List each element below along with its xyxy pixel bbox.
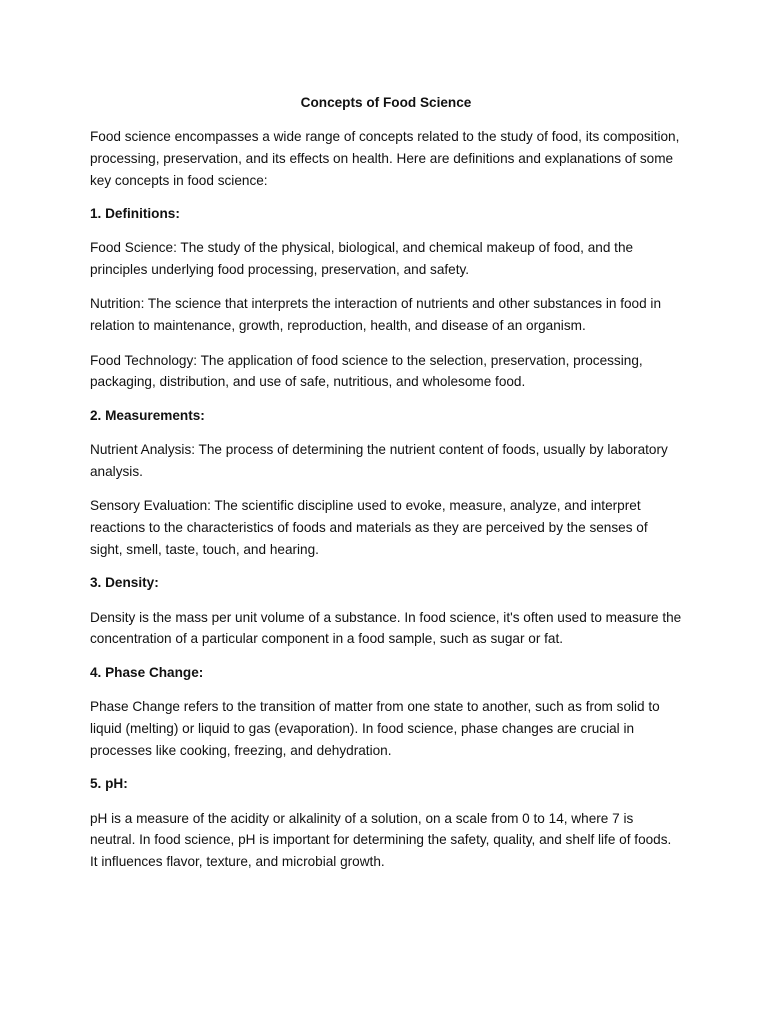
section-heading: 4. Phase Change: (90, 664, 204, 680)
section-phase-change (90, 663, 682, 762)
section-heading: 5. pH: (90, 776, 128, 792)
document-title: Concepts of Food Science (300, 95, 472, 110)
definition-nutrition: Nutrition: The science that interprets the interaction of nutrients and other substances in food in relation to maintenance, growth, reproduction, health, and disease of an organism. (90, 296, 662, 334)
ph-paragraph: pH is a measure of the acidity or alkalinity of a solution, on a scale from 0 to 14, where 7 is neutral. In food science, pH is important for determining the safety, quality, and shelf life of foods. It influences flavor, texture, and microbial growth. (90, 810, 672, 870)
measurement-sensory-evaluation: Sensory Evaluation: The scientific discipline used to evoke, measure, analyze, and interpret reactions to the characteristics of foods and materials as they are perceived by the senses of sight, smell, taste, touch, and hearing. (90, 498, 648, 557)
phase-change-paragraph: Phase Change refers to the transition of matter from one state to another, such as from solid to liquid (melting) or liquid to gas (evaporation). In food science, phase changes are crucial in processes like cooking, freezing, and dehydration. (90, 699, 660, 758)
section-heading: 1. Definitions: (90, 205, 180, 221)
section-heading: 2. Measurements: (90, 407, 205, 423)
measurement-nutrient-analysis: Nutrient Analysis: The process of determining the nutrient content of foods, usually by laboratory analysis. (90, 442, 668, 479)
section-ph (90, 774, 682, 873)
section-heading: 3. Density: (90, 575, 159, 591)
density-paragraph: Density is the mass per unit volume of a substance. In food science, it's often used to measure the concentration of a particular component in a food sample, such as sugar or fat. (90, 609, 682, 647)
section-density (90, 573, 682, 650)
intro-paragraph: Food science encompasses a wide range of concepts related to the study of food, its composition, processing, preservation, and its effects on health. Here are definitions and explanations of some key concepts in food science: (90, 129, 680, 188)
definition-food-technology: Food Technology: The application of food science to the selection, preservation, processing, packaging, distribution, and use of safe, nutritious, and wholesome food. (90, 352, 643, 390)
definition-food-science: Food Science: The study of the physical, biological, and chemical makeup of food, and the principles underlying food processing, preservation, and safety. (90, 240, 634, 278)
document-body (90, 93, 682, 886)
section-measurements (90, 406, 682, 561)
section-definitions (90, 204, 682, 393)
